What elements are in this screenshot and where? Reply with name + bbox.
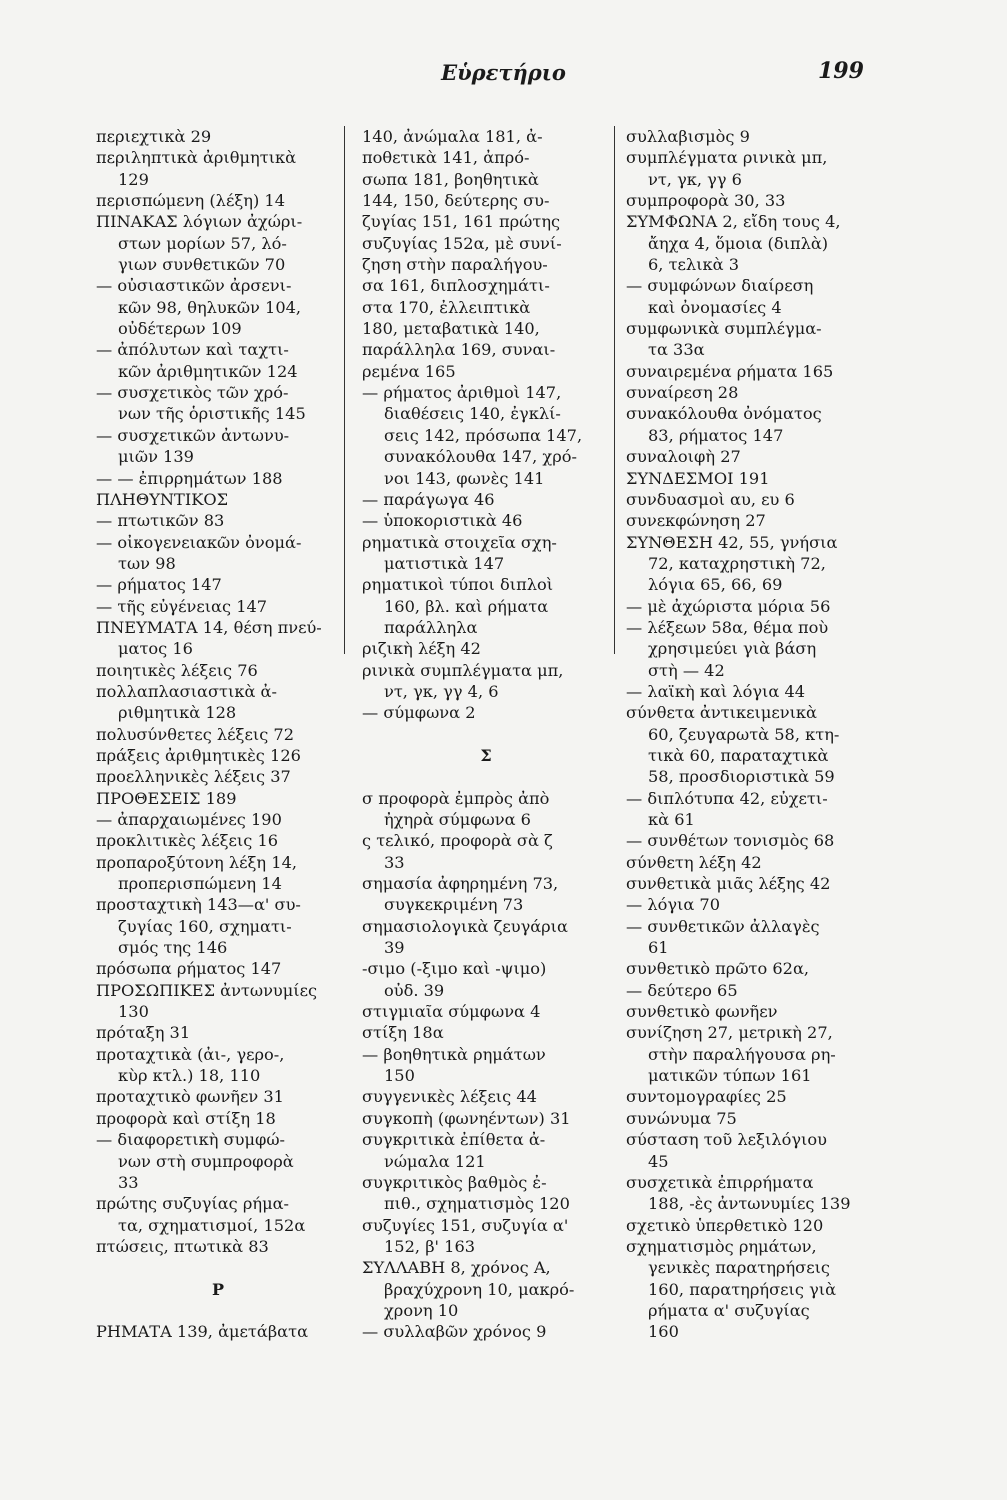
index-entry-line: οὐδέτερων 109 xyxy=(118,319,242,339)
index-entry-line: ρηματικοὶ τύποι διπλοὶ xyxy=(362,575,554,595)
index-entry-line: — βοηθητικὰ ρημάτων xyxy=(362,1044,546,1064)
running-header-title: Εὑρετήριο xyxy=(441,60,566,85)
index-entry-line: συγκριτικὰ ἐπίθετα ἀ- xyxy=(362,1130,546,1150)
index-entry-line: 6, τελικὰ 3 xyxy=(648,255,740,275)
index-entry-line: — σύμφωνα 2 xyxy=(362,703,476,723)
section-letter xyxy=(96,1300,340,1321)
index-entry-line: στίξη 18α xyxy=(362,1023,444,1043)
index-entry-line: 144, 150, δεύτερης συ- xyxy=(362,191,550,211)
index-entry-line: συζυγίας 152α, μὲ συνί- xyxy=(362,233,562,253)
index-entry-line: πτώσεις, πτωτικὰ 83 xyxy=(96,1236,269,1256)
index-entry-line: χρονη 10 xyxy=(384,1300,459,1320)
index-entry-line: — ρήματος ἀριθμοὶ 147, xyxy=(362,383,562,403)
index-entry-line: ΡΗΜΑΤΑ 139, ἀμετάβατα xyxy=(96,1322,308,1342)
index-entry-line: πρώτης συζυγίας ρήμα- xyxy=(96,1194,290,1214)
index-entry-line: χρησιμεύει γιὰ βάση xyxy=(648,639,817,659)
index-entry-line: τικὰ 60, παραταχτικὰ xyxy=(648,745,829,765)
section-letter xyxy=(362,724,610,745)
section-letter xyxy=(362,766,610,787)
index-entry-line: ΣΥΝΔΕΣΜΟΙ 191 xyxy=(626,468,770,488)
index-entry-line: 152, β' 163 xyxy=(384,1236,476,1256)
index-entry-line: — τῆς εὐγένειας 147 xyxy=(96,596,268,616)
index-entry-line: — συνθετικῶν ἀλλαγὲς xyxy=(626,916,820,936)
index-entry-line: παράλληλα 169, συναι- xyxy=(362,340,556,360)
index-entry-line: συσχετικὰ ἐπιρρήματα xyxy=(626,1172,814,1192)
index-entry-line: προπερισπώμενη 14 xyxy=(118,874,282,894)
index-entry-line: ματος 16 xyxy=(118,639,193,659)
index-entry-line: ΣΥΜΦΩΝΑ 2, εἴδη τους 4, xyxy=(626,212,841,232)
index-entry-line: — — ἐπιρρημάτων 188 xyxy=(96,468,283,488)
index-entry-line: προσταχτικὴ 143—α' συ- xyxy=(96,895,301,915)
index-entry-line: σχετικὸ ὑπερθετικὸ 120 xyxy=(626,1215,824,1235)
index-entry-line: λόγια 65, 66, 69 xyxy=(648,575,783,595)
index-entry-line: τα 33α xyxy=(648,340,705,360)
index-entry-line: ΠΛΗΘΥΝΤΙΚΟΣ xyxy=(96,489,229,509)
index-entry-line: ἄηχα 4, ὅμοια (διπλὰ) xyxy=(648,233,829,253)
index-entry-line: συμφωνικὰ συμπλέγμα- xyxy=(626,319,822,339)
index-entry-line: συναιρεμένα ρήματα 165 xyxy=(626,361,834,381)
page-number: 199 xyxy=(818,58,864,84)
index-entry-line: 160 xyxy=(648,1322,679,1342)
index-entry-line: σύσταση τοῦ λεξιλόγιου xyxy=(626,1130,827,1150)
index-entry-line: καὶ ὀνομασίες 4 xyxy=(648,297,782,317)
index-entry-line: ματικῶν τύπων 161 xyxy=(648,1066,812,1086)
index-entry-line: — λέξεων 58α, θέμα ποὺ xyxy=(626,617,829,637)
index-entry-line: — ρήματος 147 xyxy=(96,575,222,595)
index-entry-line: 130 xyxy=(118,1002,149,1022)
index-entry-line: γιων συνθετικῶν 70 xyxy=(118,255,286,275)
column-divider xyxy=(344,126,345,654)
index-entry-line: ἠχηρὰ σύμφωνα 6 xyxy=(384,810,531,829)
index-entry-line: κῶν ἀριθμητικῶν 124 xyxy=(118,361,298,381)
index-entry-line: προταχτικὰ (ἀι-, γερο-, xyxy=(96,1044,285,1064)
index-entry-line: στὴν παραλήγουσα ρη- xyxy=(648,1044,836,1064)
index-entry-line: κὺρ κτλ.) 18, 110 xyxy=(118,1066,261,1086)
index-entry-line: των 98 xyxy=(118,553,176,573)
index-entry-line: στιγμιαῖα σύμφωνα 4 xyxy=(362,1002,541,1022)
index-entry-line: — ἀπόλυτων καὶ ταχτι- xyxy=(96,340,289,360)
section-letter xyxy=(96,1257,340,1278)
index-entry-line: σημασιολογικὰ ζευγάρια xyxy=(362,916,568,936)
index-entry-line: πολλαπλασιαστικὰ ἀ- xyxy=(96,681,277,701)
index-entry-line: σύνθετη λέξη 42 xyxy=(626,852,762,872)
index-entry-line: — συσχετικὸς τῶν χρό- xyxy=(96,383,289,403)
index-entry-line: ζυγίας 151, 161 πρώτης xyxy=(362,212,561,232)
index-entry-line: — λόγια 70 xyxy=(626,895,721,915)
index-entry-line: ΠΙΝΑΚΑΣ λόγιων ἀχώρι- xyxy=(96,212,303,232)
index-entry-line: μιῶν 139 xyxy=(118,447,194,467)
index-entry-line: 61 xyxy=(648,938,669,958)
index-entry-line: προελληνικὲς λέξεις 37 xyxy=(96,767,291,787)
index-entry-line: ΠΡΟΘΕΣΕΙΣ 189 xyxy=(96,788,237,808)
index-entry-line: — συσχετικῶν ἀντωνυ- xyxy=(96,425,290,445)
index-entry-line: προταχτικὸ φωνῆεν 31 xyxy=(96,1087,284,1107)
index-entry-line: — πτωτικῶν 83 xyxy=(96,511,225,531)
index-entry-line: συντομογραφίες 25 xyxy=(626,1087,787,1107)
index-entry-line: συγκεκριμένη 73 xyxy=(384,895,524,915)
index-entry-line: συγγενικὲς λέξεις 44 xyxy=(362,1087,537,1107)
index-entry-line: διαθέσεις 140, ἐγκλί- xyxy=(384,404,561,424)
index-entry-line: συναίρεση 28 xyxy=(626,383,739,403)
index-entry-line: συμπροφορὰ 30, 33 xyxy=(626,191,786,211)
index-entry-line: 33 xyxy=(384,852,405,872)
index-entry-line: ματιστικὰ 147 xyxy=(384,553,505,573)
index-entry-line: πολυσύνθετες λέξεις 72 xyxy=(96,724,295,744)
index-entry-line: συνώνυμα 75 xyxy=(626,1108,737,1128)
index-entry-line: ντ, γκ, γγ 4, 6 xyxy=(384,681,499,701)
index-entry-line: ΠΡΟΣΩΠΙΚΕΣ ἀντωνυμίες xyxy=(96,980,318,1000)
index-entry-line: σύνθετα ἀντικειμενικὰ xyxy=(626,703,817,723)
index-entry-line: προπαροξύτονη λέξη 14, xyxy=(96,852,298,872)
index-entry-line: — οἰκογενειακῶν ὀνομά- xyxy=(96,532,302,552)
index-entry-line: στα 170, ἐλλειπτικὰ xyxy=(362,297,531,317)
index-entry-line: — διπλότυπα 42, εὐχετι- xyxy=(626,788,828,808)
section-letter: Σ xyxy=(480,745,492,765)
index-entry-line: σεις 142, πρόσωπα 147, xyxy=(384,425,583,445)
index-entry-line: νων τῆς ὁριστικῆς 145 xyxy=(118,404,306,424)
index-entry-line: 58, προσδιοριστικὰ 59 xyxy=(648,767,835,787)
index-entry-line: προκλιτικὲς λέξεις 16 xyxy=(96,831,279,851)
index-entry-line: ζηση στὴν παραλήγου- xyxy=(362,255,548,275)
index-entry-line: 60, ζευγαρωτὰ 58, κτη- xyxy=(648,724,840,744)
index-entry-line: πρόσωπα ρήματος 147 xyxy=(96,959,282,979)
index-entry-line: περισπώμενη (λέξη) 14 xyxy=(96,191,286,211)
index-entry-line: — συμφώνων διαίρεση xyxy=(626,276,814,296)
index-entry-line: ς τελικό, προφορὰ σὰ ζ xyxy=(362,831,553,851)
index-entry-line: παράλληλα xyxy=(384,617,478,637)
index-entry-line: συνακόλουθα ὀνόματος xyxy=(626,404,822,424)
index-entry-line: — λαϊκὴ καὶ λόγια 44 xyxy=(626,681,806,701)
index-entry-line: ποθετικὰ 141, ἀπρό- xyxy=(362,148,530,168)
index-entry-line: σχηματισμὸς ρημάτων, xyxy=(626,1236,817,1256)
index-entry-line: ρινικὰ συμπλέγματα μπ, xyxy=(362,660,564,680)
index-entry-line: προφορὰ καὶ στίξη 18 xyxy=(96,1108,276,1128)
index-entry-line: ΣΥΝΘΕΣΗ 42, 55, γνήσια xyxy=(626,532,838,552)
index-entry-line: συνεκφώνηση 27 xyxy=(626,511,766,531)
index-entry-line: νων στὴ συμπροφορὰ xyxy=(118,1151,294,1171)
index-entry-line: συμπλέγματα ρινικὰ μπ, xyxy=(626,148,828,168)
index-entry-line: νοι 143, φωνὲς 141 xyxy=(384,468,545,488)
index-entry-line: ρεμένα 165 xyxy=(362,361,456,381)
index-entry-line: 180, μεταβατικὰ 140, xyxy=(362,319,540,339)
index-entry-line: 188, -ὲς ἀντωνυμίες 139 xyxy=(648,1194,851,1214)
index-entry-line: ζυγίας 160, σχηματι- xyxy=(118,916,292,936)
index-entry-line: τα, σχηματισμοί, 152α xyxy=(118,1215,306,1235)
index-entry-line: — ὑποκοριστικὰ 46 xyxy=(362,511,523,531)
index-entry-line: συνθετικὸ φωνῆεν xyxy=(626,1002,778,1022)
index-entry-line: κῶν 98, θηλυκῶν 104, xyxy=(118,297,302,317)
index-entry-line: σ προφορὰ ἐμπρὸς ἀπὸ xyxy=(362,788,550,808)
index-entry-line: ΣΥΛΛΑΒΗ 8, χρόνος Α, xyxy=(362,1258,551,1278)
index-entry-line: στὴ — 42 xyxy=(648,660,725,680)
index-entry-line: — μὲ ἀχώριστα μόρια 56 xyxy=(626,596,831,616)
index-entry-line: σημασία ἀφηρημένη 73, xyxy=(362,874,559,894)
index-entry-line: πιθ., σχηματισμὸς 120 xyxy=(384,1194,570,1214)
index-entry-line: σμός της 146 xyxy=(118,938,228,958)
index-entry-line: περιεχτικὰ 29 xyxy=(96,127,212,146)
index-entry-line: ΠΝΕΥΜΑΤΑ 14, θέση πνεύ- xyxy=(96,617,322,637)
index-entry-line: — συνθέτων τονισμὸς 68 xyxy=(626,831,835,851)
index-entry-line: ρηματικὰ στοιχεῖα σχη- xyxy=(362,532,557,552)
index-entry-line: κὰ 61 xyxy=(648,810,695,829)
index-entry-line: 160, παρατηρήσεις γιὰ xyxy=(648,1279,837,1299)
index-entry-line: ποιητικὲς λέξεις 76 xyxy=(96,660,258,680)
index-entry-line: — ἀπαρχαιωμένες 190 xyxy=(96,810,282,829)
index-column-3 xyxy=(626,126,896,1343)
index-entry-line: συζυγίες 151, συζυγία α' xyxy=(362,1215,569,1235)
index-entry-line: βραχύχρονη 10, μακρό- xyxy=(384,1279,575,1299)
section-letter: Ρ xyxy=(211,1279,225,1299)
index-entry-line: 72, καταχρηστικὴ 72, xyxy=(648,553,826,573)
index-entry-line: — δεύτερο 65 xyxy=(626,980,738,1000)
index-entry-line: στων μορίων 57, λό- xyxy=(118,233,287,253)
index-entry-line: σωπα 181, βοηθητικὰ xyxy=(362,169,539,189)
index-entry-line: συνθετικὰ μιᾶς λέξης 42 xyxy=(626,874,831,894)
index-entry-line: 33 xyxy=(118,1172,139,1192)
index-entry-line: συγκριτικὸς βαθμὸς ἐ- xyxy=(362,1172,547,1192)
index-column-1 xyxy=(96,126,340,1343)
index-entry-line: περιληπτικὰ ἀριθμητικὰ xyxy=(96,148,297,168)
index-entry-line: -σιμο (-ξιμο καὶ -ψιμο) xyxy=(362,959,547,979)
index-entry-line: — παράγωγα 46 xyxy=(362,489,495,509)
index-entry-line: 160, βλ. καὶ ρήματα xyxy=(384,596,549,616)
index-entry-line: νώμαλα 121 xyxy=(384,1151,486,1171)
index-entry-line: 150 xyxy=(384,1066,415,1086)
index-entry-line: 129 xyxy=(118,169,149,189)
index-entry-line: πράξεις ἀριθμητικὲς 126 xyxy=(96,745,301,765)
index-entry-line: συλλαβισμὸς 9 xyxy=(626,127,750,146)
index-entry-line: 45 xyxy=(648,1151,669,1171)
index-entry-line: ριθμητικὰ 128 xyxy=(118,703,237,723)
index-entry-line: συνίζηση 27, μετρικὴ 27, xyxy=(626,1023,833,1043)
index-entry-line: — διαφορετικὴ συμφώ- xyxy=(96,1130,286,1150)
index-entry-line: πρόταξη 31 xyxy=(96,1023,191,1043)
index-entry-line: οὐδ. 39 xyxy=(384,980,445,1000)
index-entry-line: 39 xyxy=(384,938,405,958)
index-entry-line: γενικὲς παρατηρήσεις xyxy=(648,1258,830,1278)
index-entry-line: ριζικὴ λέξη 42 xyxy=(362,639,481,659)
index-entry-line: συνθετικὸ πρῶτο 62α, xyxy=(626,959,810,979)
index-entry-line: συνδυασμοὶ αυ, ευ 6 xyxy=(626,489,795,509)
index-entry-line: — συλλαβῶν χρόνος 9 xyxy=(362,1322,547,1342)
index-entry-line: 140, ἀνώμαλα 181, ἀ- xyxy=(362,127,543,146)
column-divider xyxy=(614,126,615,654)
index-entry-line: 83, ρήματος 147 xyxy=(648,425,784,445)
index-entry-line: συνακόλουθα 147, χρό- xyxy=(384,447,577,467)
index-entry-line: — οὐσιαστικῶν ἀρσενι- xyxy=(96,276,292,296)
index-entry-line: σα 161, διπλοσχημάτι- xyxy=(362,276,550,296)
index-entry-line: ντ, γκ, γγ 6 xyxy=(648,169,742,189)
index-entry-line: ρήματα α' συζυγίας xyxy=(648,1300,810,1320)
index-entry-line: συγκοπὴ (φωνηέντων) 31 xyxy=(362,1108,571,1128)
index-column-2 xyxy=(362,126,610,1343)
index-entry-line: συναλοιφὴ 27 xyxy=(626,447,741,467)
